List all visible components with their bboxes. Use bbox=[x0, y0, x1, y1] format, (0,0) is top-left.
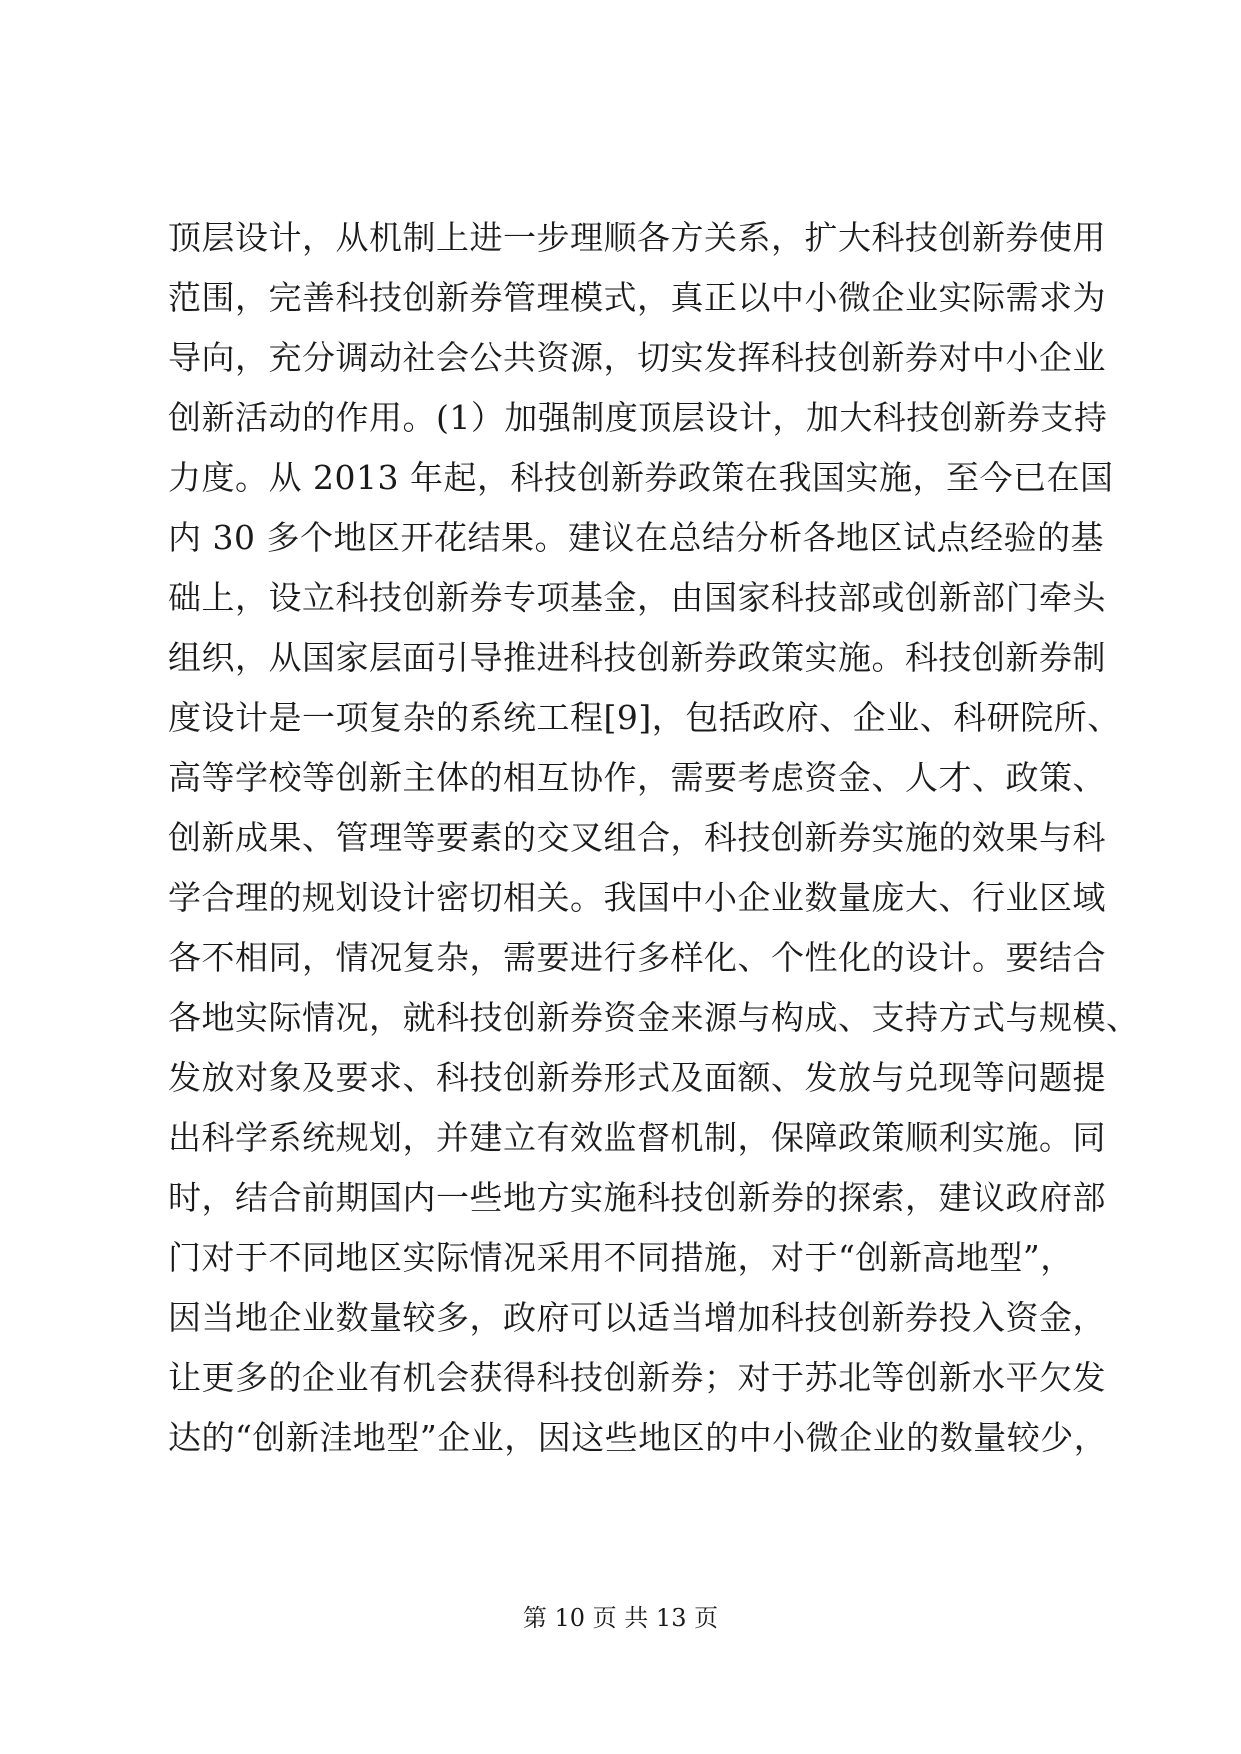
text-line: 力度。从 2013 年起，科技创新券政策在我国实施，至今已在国 bbox=[168, 458, 1114, 497]
body-paragraph bbox=[168, 208, 1140, 1468]
page-number-footer: 第 10 页 共 13 页 bbox=[522, 1604, 719, 1632]
text-line: 出科学系统规划，并建立有效监督机制，保障政策顺利实施。同 bbox=[168, 1118, 1106, 1157]
text-line: 础上，设立科技创新券专项基金，由国家科技部或创新部门牵头 bbox=[168, 578, 1106, 617]
text-line: 发放对象及要求、科技创新券形式及面额、发放与兑现等问题提 bbox=[168, 1058, 1106, 1097]
text-line: 度设计是一项复杂的系统工程[9]，包括政府、企业、科研院所、 bbox=[168, 698, 1121, 737]
text-line: 范围，完善科技创新券管理模式，真正以中小微企业实际需求为 bbox=[168, 278, 1106, 317]
text-line: 高等学校等创新主体的相互协作，需要考虑资金、人才、政策、 bbox=[168, 758, 1106, 797]
text-line: 让更多的企业有机会获得科技创新券；对于苏北等创新水平欠发 bbox=[168, 1358, 1106, 1397]
text-line: 组织，从国家层面引导推进科技创新券政策实施。科技创新券制 bbox=[168, 638, 1106, 677]
text-line: 学合理的规划设计密切相关。我国中小企业数量庞大、行业区域 bbox=[168, 878, 1106, 917]
text-line: 因当地企业数量较多，政府可以适当增加科技创新券投入资金， bbox=[168, 1298, 1106, 1337]
text-line: 顶层设计，从机制上进一步理顺各方关系，扩大科技创新券使用 bbox=[168, 218, 1106, 257]
text-line: 创新活动的作用。(1）加强制度顶层设计，加大科技创新券支持 bbox=[168, 398, 1108, 437]
text-line: 创新成果、管理等要素的交叉组合，科技创新券实施的效果与科 bbox=[168, 818, 1106, 857]
text-line: 各不相同，情况复杂，需要进行多样化、个性化的设计。要结合 bbox=[168, 938, 1106, 977]
text-line: 各地实际情况，就科技创新券资金来源与构成、支持方式与规模、 bbox=[168, 998, 1140, 1037]
text-line: 导向，充分调动社会公共资源，切实发挥科技创新券对中小企业 bbox=[168, 338, 1106, 377]
text-line: 内 30 多个地区开花结果。建议在总结分析各地区试点经验的基 bbox=[168, 518, 1104, 557]
text-line: 达的“创新洼地型”企业，因这些地区的中小微企业的数量较少， bbox=[168, 1418, 1108, 1457]
text-line: 门对于不同地区实际情况采用不同措施，对于“创新高地型”， bbox=[168, 1238, 1074, 1277]
text-line: 时，结合前期国内一些地方实施科技创新券的探索，建议政府部 bbox=[168, 1178, 1106, 1217]
